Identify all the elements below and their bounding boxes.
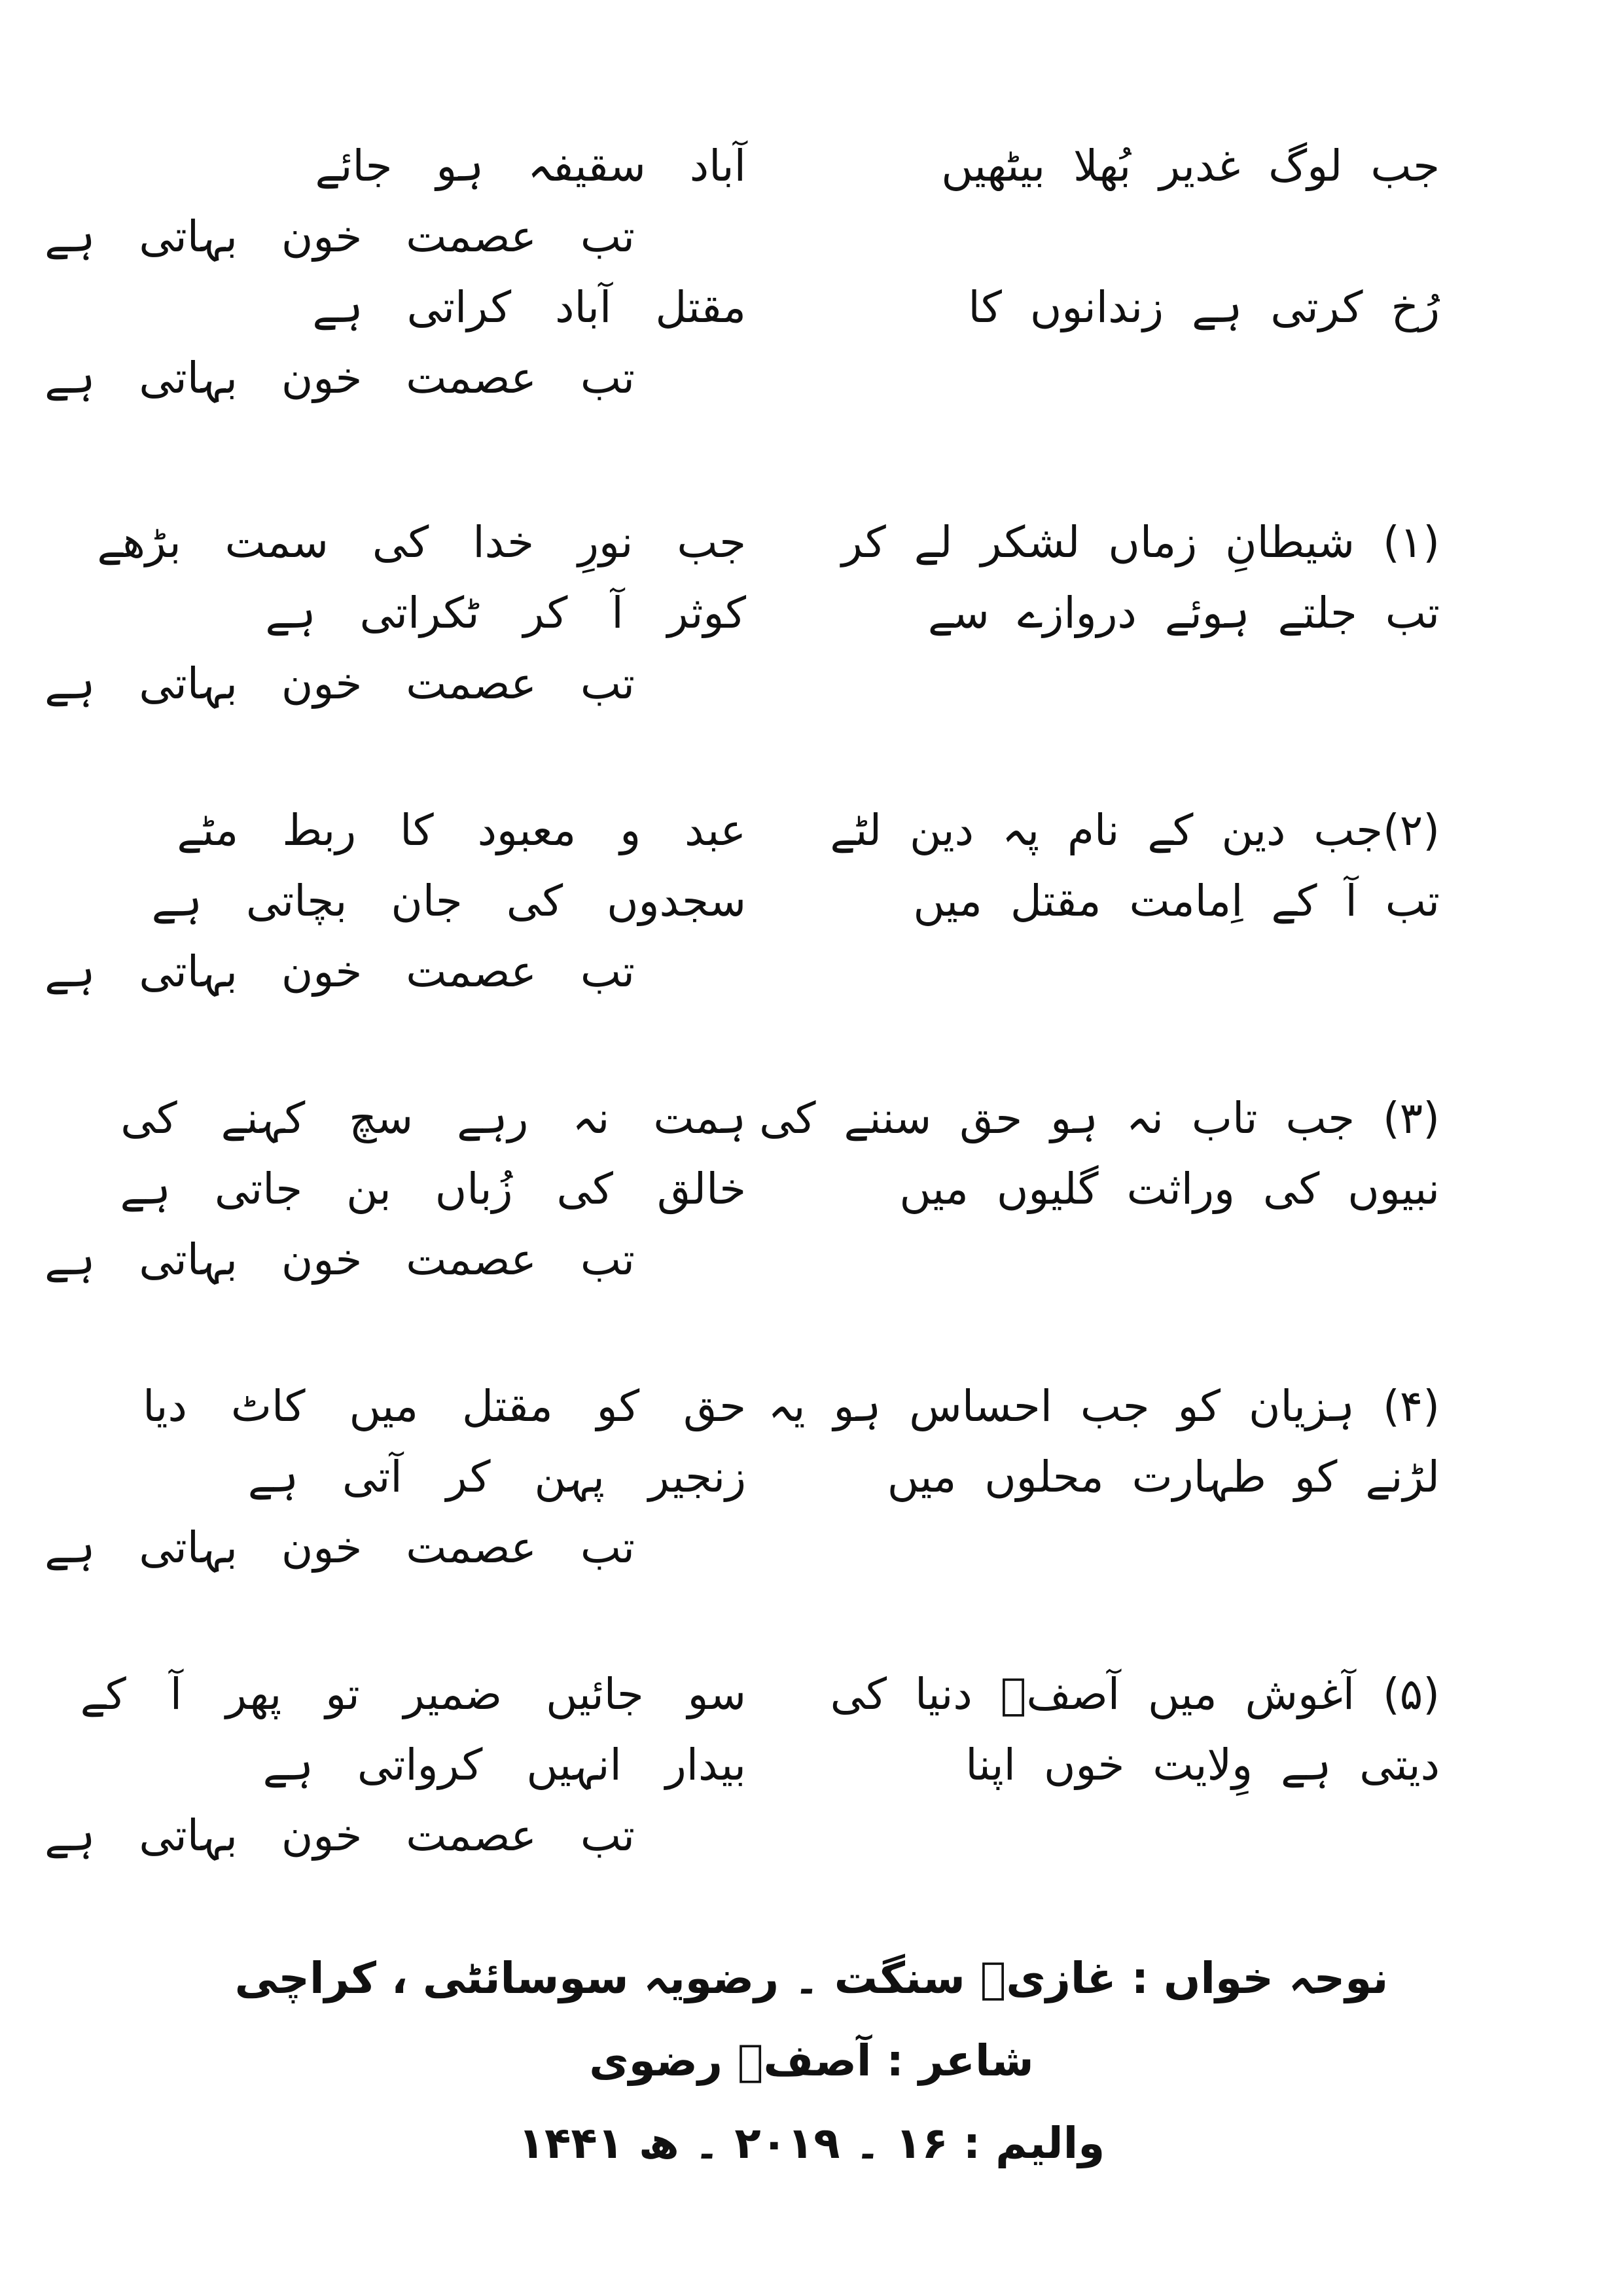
stanza-3 <box>45 1083 1440 1295</box>
verse-right-hemistich: تب آ کے اِمامت مقتل میں <box>913 876 1440 926</box>
verse-right-hemistich: (۲)جب دین کے نام پہ دین لٹے <box>830 805 1440 855</box>
verse-right-hemistich: (۱) شیطانِ زماں لشکر لے کر <box>841 517 1440 567</box>
verse-left-hemistich: حق کو مقتل میں کاٹ دیا <box>143 1381 746 1431</box>
refrain-line <box>45 202 1440 272</box>
refrain-line <box>45 1801 1440 1871</box>
verse-line <box>92 1154 1440 1225</box>
verse-left-hemistich: خالق کی زُباں بن جاتی ہے <box>120 1164 746 1214</box>
verse-left-hemistich: عبد و معبود کا ربط مٹے <box>177 805 746 855</box>
verse-line <box>92 1371 1440 1442</box>
poet-credit: شاعر : آصفؔ رضوی <box>589 2036 1034 2086</box>
refrain-text: تب عصمت خون بہاتی ہے <box>45 1234 635 1285</box>
verse-line <box>80 1659 1440 1730</box>
refrain-text: تب عصمت خون بہاتی ہے <box>45 211 635 262</box>
verse-right-hemistich: تب جلتے ہوئے دروازے سے <box>927 588 1440 638</box>
verse-line <box>92 1083 1440 1154</box>
verse-line <box>92 795 1440 866</box>
verse-line <box>92 1442 1440 1513</box>
stanza-1 <box>45 507 1440 719</box>
refrain-text: تب عصمت خون بہاتی ہے <box>45 658 635 709</box>
verse-right-hemistich: (۳) جب تاب نہ ہو حق سننے کی <box>759 1093 1440 1143</box>
verse-left-hemistich: جب نورِ خدا کی سمت بڑھے <box>97 517 746 567</box>
reciter-credit: نوحہ خواں : غازیؑ سنگت ۔ رضویہ سوسائٹی ، کراچی <box>234 1953 1389 2003</box>
verse-left-hemistich: سو جائیں ضمیر تو پھر آ کے <box>80 1669 746 1719</box>
verse-left-hemistich: ہمت نہ رہے سچ کہنے کی <box>120 1093 746 1143</box>
credits-footer <box>0 1937 1623 2185</box>
verse-line <box>92 272 1440 343</box>
stanza-2 <box>45 795 1440 1007</box>
verse-right-hemistich: رُخ کرتی ہے زندانوں کا <box>968 282 1440 332</box>
verse-line <box>92 866 1440 937</box>
verse-left-hemistich: آباد سقیفہ ہو جائے <box>315 141 746 191</box>
verse-right-hemistich: نبیوں کی وراثت گلیوں میں <box>899 1164 1440 1214</box>
refrain-line <box>45 937 1440 1007</box>
verse-right-hemistich: لڑنے کو طہارت محلوں میں <box>887 1452 1440 1502</box>
verse-right-hemistich: جب لوگ غدیر بُھلا بیٹھیں <box>941 141 1440 191</box>
verse-right-hemistich: (۴) ہزیان کو جب احساس ہو یہ <box>768 1381 1440 1431</box>
verse-left-hemistich: زنجیر پہن کر آتی ہے <box>247 1452 746 1502</box>
verse-right-hemistich: (۵) آغوش میں آصفؔ دنیا کی <box>830 1669 1440 1719</box>
verse-line <box>92 131 1440 202</box>
verse-left-hemistich: کوثر آ کر ٹکراتی ہے <box>265 588 746 638</box>
refrain-text: تب عصمت خون بہاتی ہے <box>45 353 635 403</box>
verse-left-hemistich: سجدوں کی جان بچاتی ہے <box>151 876 746 926</box>
verse-line <box>92 507 1440 578</box>
stanza-opening <box>45 131 1440 414</box>
verse-left-hemistich: بیدار انہیں کرواتی ہے <box>262 1740 746 1790</box>
verse-line <box>92 578 1440 649</box>
verse-line <box>92 1730 1440 1801</box>
refrain-line <box>45 343 1440 414</box>
refrain-line <box>45 1225 1440 1295</box>
stanza-4 <box>45 1371 1440 1583</box>
volume-info: والیم : ۱۶ ۔ ۲۰۱۹ ۔ ھ ۱۴۴۱ <box>518 2118 1105 2168</box>
verse-left-hemistich: مقتل آباد کراتی ہے <box>312 282 746 332</box>
stanza-5 <box>45 1659 1440 1871</box>
refrain-text: تب عصمت خون بہاتی ہے <box>45 1522 635 1573</box>
refrain-line <box>45 1513 1440 1583</box>
verse-right-hemistich: دیتی ہے وِلایت خوں اپنا <box>965 1740 1440 1790</box>
refrain-text: تب عصمت خون بہاتی ہے <box>45 946 635 997</box>
refrain-text: تب عصمت خون بہاتی ہے <box>45 1810 635 1861</box>
refrain-line <box>45 649 1440 719</box>
